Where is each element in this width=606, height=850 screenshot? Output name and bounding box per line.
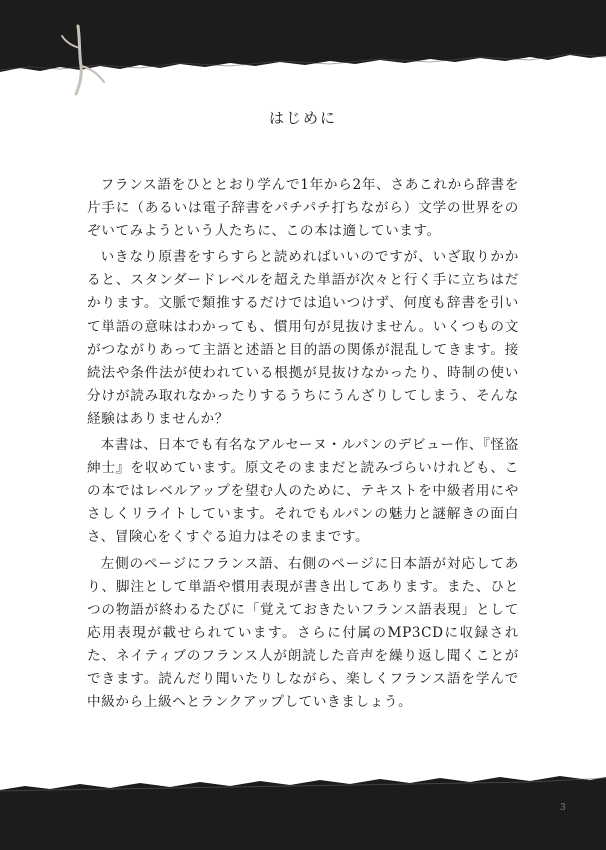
paragraph: いきなり原書をすらすらと読めればいいのですが、いざ取りかかると、スタンダードレベルを超えた単語が次々と行く手に立ちはだかります。文脈で類推するだけでは追いつけず、何度も辞書を引いて単語の意味はわかっても、慣用句が見抜けません。いくつもの文がつながりあって主語と述語と目的語の関係が混乱してきます。接続法や条件法が使われている根拠が見抜けなかったり、時制の使い分けが読み取れなかったりするうちにうんざりしてしまう、そんな経験はありませんか？	[87, 249, 519, 427]
paragraph: フランス語をひととおり学んで1年から2年、さあこれから辞書を片手に（あるいは電子辞書をパチパチ打ちながら）文学の世界をのぞいてみようという人たちに、この本は適しています。	[87, 177, 519, 240]
bottom-decorative-band	[0, 774, 606, 850]
paragraph: 本書は、日本でも有名なアルセーヌ・ルパンのデビュー作、『怪盗紳士』を収めています。原文そのままだと読みづらいけれども、この本ではレベルアップを望む人のために、テキストを中級者用にやさしくリライトしています。それでもルパンの魅力と謎解きの面白さ、冒険心をくすぐる迫力はそのままです。	[87, 437, 519, 546]
body-text	[87, 174, 519, 717]
page-number: 3	[560, 803, 566, 813]
twig-icon	[50, 22, 110, 102]
page-title: はじめに	[268, 109, 337, 127]
paragraph: 左側のページにフランス語、右側のページに日本語が対応してあり、脚注として単語や慣用表現が書き出してあります。また、ひとつの物語が終わるたびに「覚えておきたいフランス語表現」として応用表現が載せられています。さらに付属のMP3CDに収録された、ネイティブのフランス人が朗読した音声を繰り返し聞くことができます。読んだり聞いたりしながら、楽しくフランス語を学んで中級から上級へとランクアップしていきましょう。	[87, 555, 519, 711]
